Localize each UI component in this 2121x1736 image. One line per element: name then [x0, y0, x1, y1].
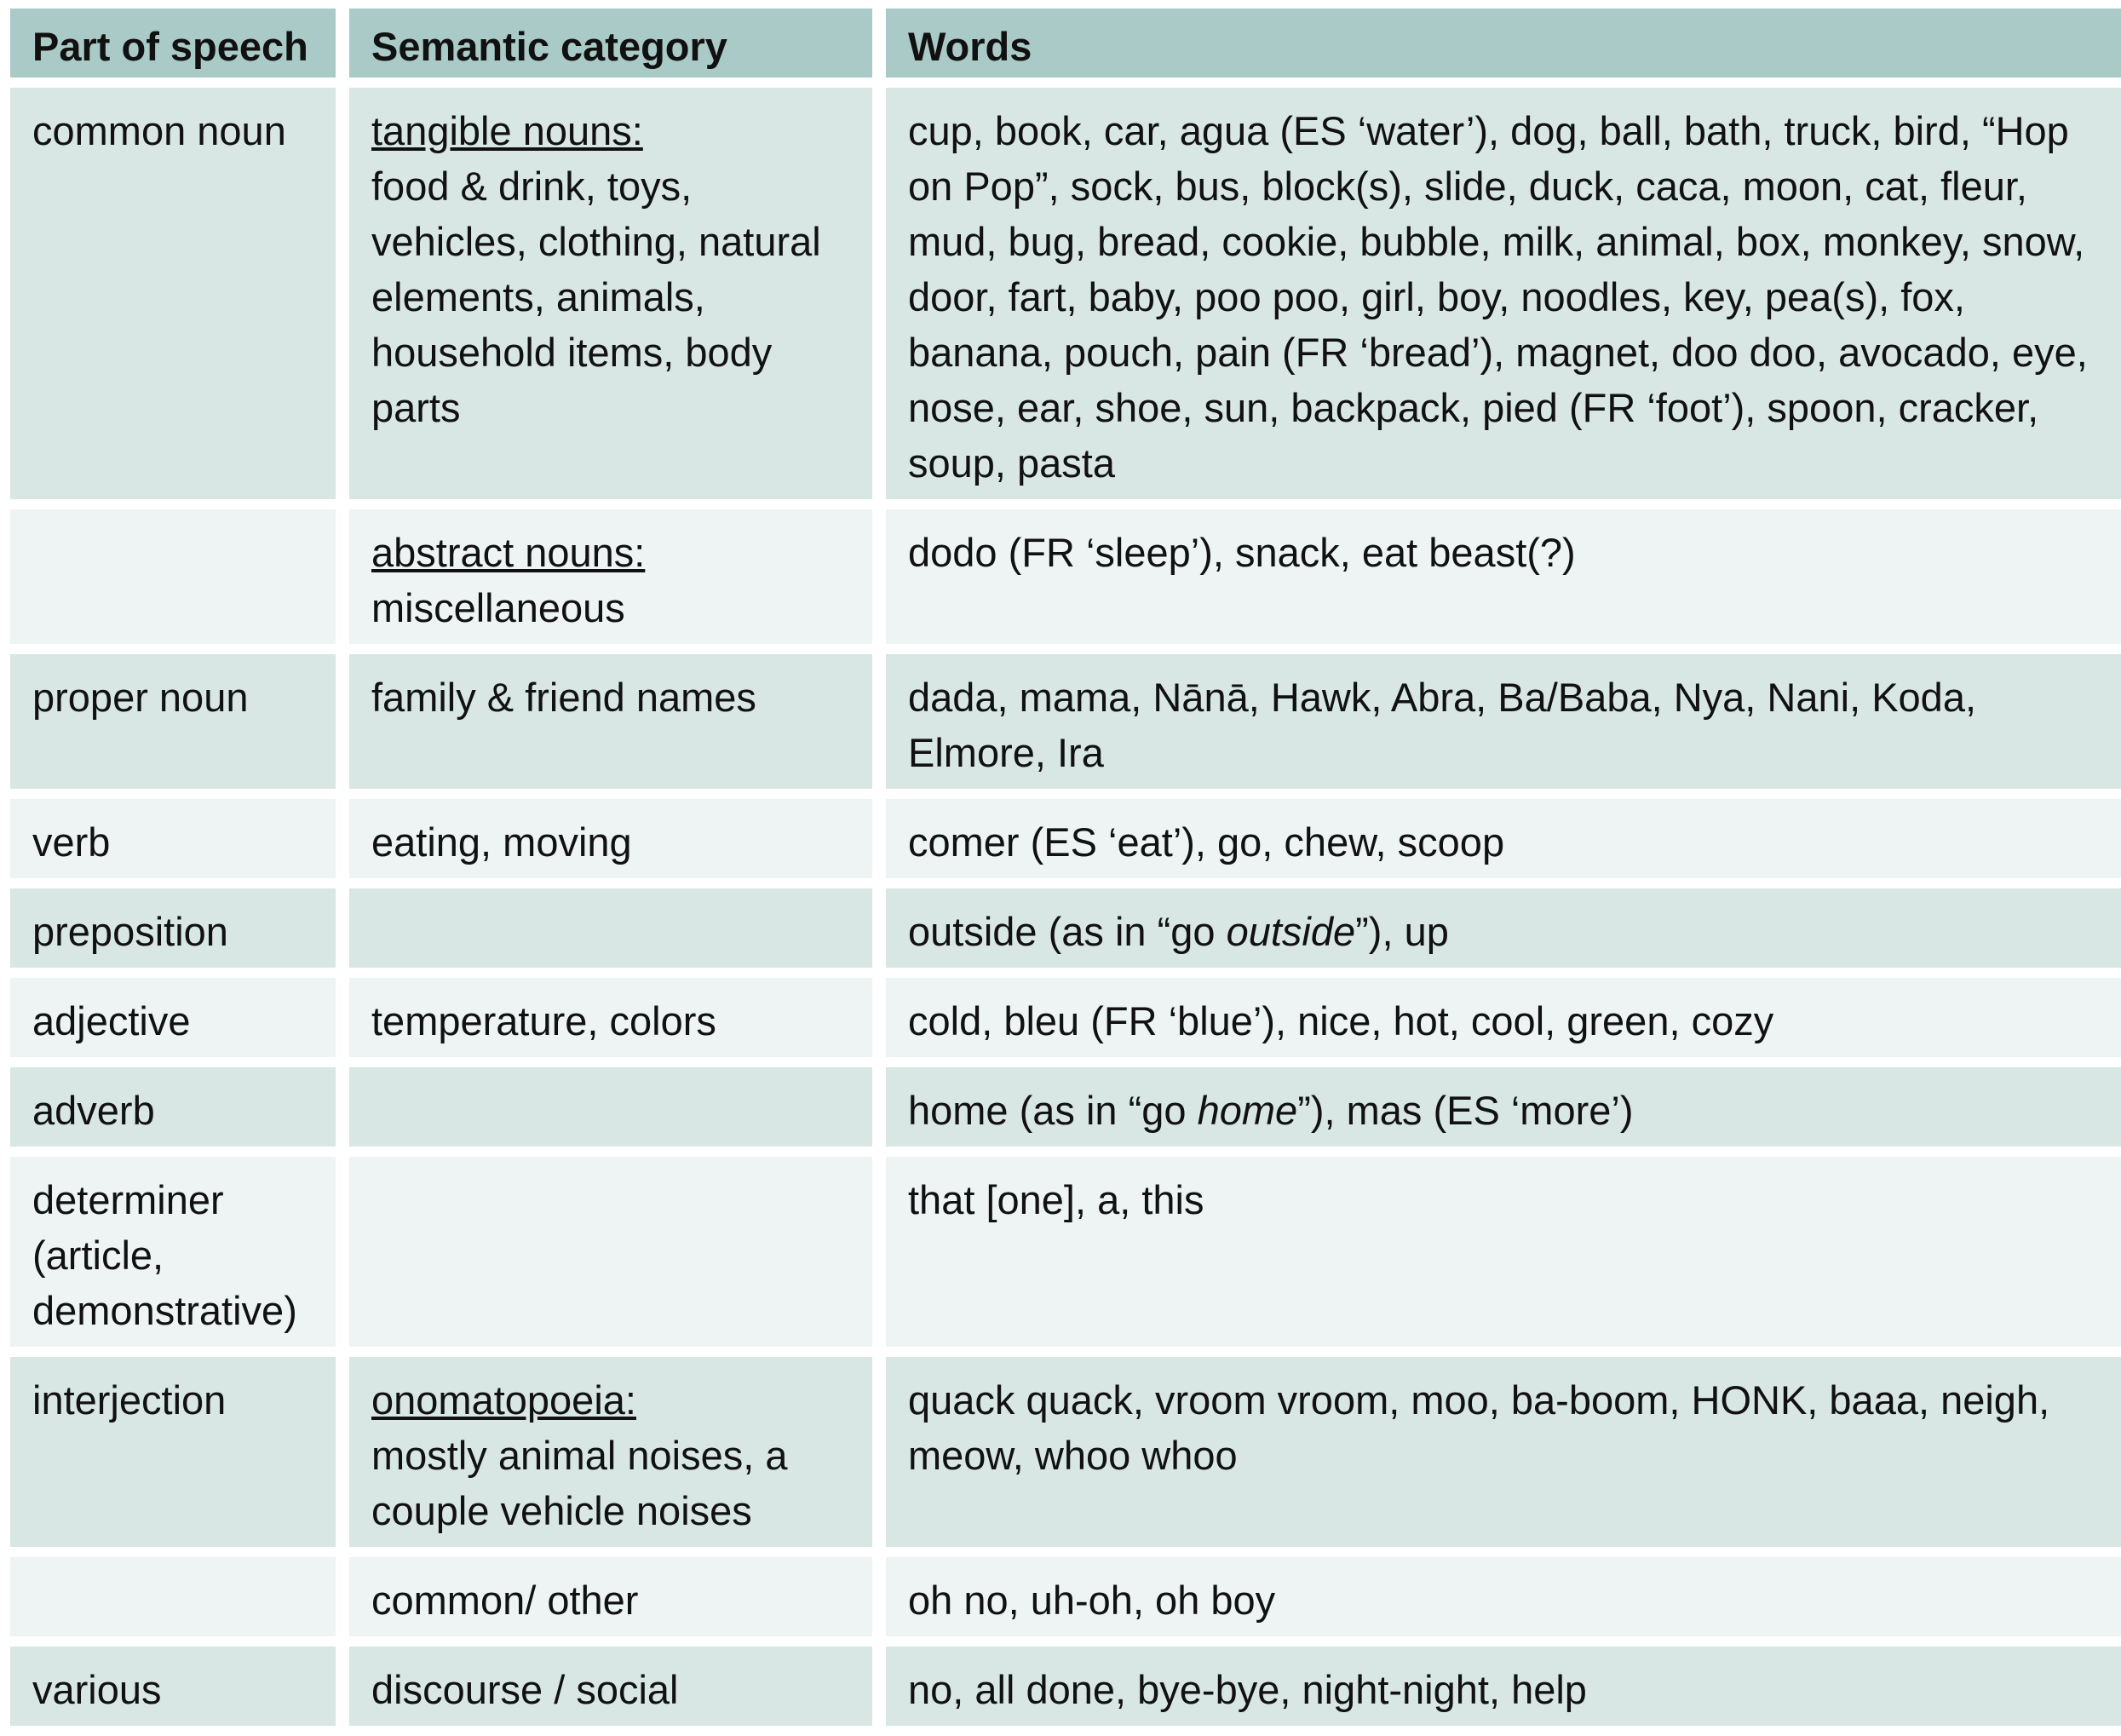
- table-row: [0, 978, 2121, 1067]
- words-emphasis: home: [1197, 1088, 1298, 1133]
- semantic-category-cell: discourse / social: [349, 1647, 886, 1736]
- table-row: [0, 88, 2121, 509]
- category-description: miscellaneous: [371, 585, 625, 630]
- category-heading: tangible nouns:: [371, 108, 643, 153]
- header-words: Words: [886, 0, 2121, 88]
- words-cell: [886, 1067, 2121, 1157]
- part-of-speech-cell: various: [0, 1647, 349, 1736]
- header-semantic-category: Semantic category: [349, 0, 886, 88]
- words-cell: no, all done, bye-bye, night-night, help: [886, 1647, 2121, 1736]
- table-row: [0, 1157, 2121, 1357]
- words-text: home (as in “go: [908, 1088, 1198, 1133]
- table-row: [0, 888, 2121, 978]
- category-description: food & drink, toys, vehicles, clothing, natural elements, animals, household items, body parts: [371, 164, 821, 430]
- part-of-speech-cell: interjection: [0, 1357, 349, 1557]
- category-description: mostly animal noises, a couple vehicle noises: [371, 1433, 788, 1533]
- part-of-speech-cell: adjective: [0, 978, 349, 1067]
- part-of-speech-cell: proper noun: [0, 654, 349, 799]
- semantic-category-cell: [349, 1357, 886, 1557]
- semantic-category-cell: [349, 88, 886, 509]
- table-row: [0, 509, 2121, 654]
- words-text: ”), up: [1355, 909, 1449, 954]
- words-cell: cup, book, car, agua (ES ‘water’), dog, ball, bath, truck, bird, “Hop on Pop”, sock, bus, block(s), slide, duck, caca, moon, cat, fleur, mud, bug, bread, cookie, bubble, milk, animal, box, monkey, snow, door, fart, baby, poo poo, girl, boy, noodles, key, pea(s), fox, banana, pouch, pain (FR ‘bread’), magnet, doo doo, avocado, eye, nose, ear, shoe, sun, backpack, pied (FR ‘foot’), spoon, cracker, soup, pasta: [886, 88, 2121, 509]
- part-of-speech-cell: determiner (article, demonstrative): [0, 1157, 349, 1357]
- table-row: [0, 1557, 2121, 1647]
- semantic-category-cell: eating, moving: [349, 799, 886, 888]
- words-cell: dodo (FR ‘sleep’), snack, eat beast(?): [886, 509, 2121, 654]
- words-cell: that [one], a, this: [886, 1157, 2121, 1357]
- semantic-category-cell: [349, 509, 886, 654]
- semantic-category-cell: [349, 888, 886, 978]
- category-heading: abstract nouns:: [371, 530, 646, 575]
- words-text: outside (as in “go: [908, 909, 1227, 954]
- table-row: [0, 1647, 2121, 1736]
- category-heading: onomatopoeia:: [371, 1377, 636, 1423]
- words-emphasis: outside: [1226, 909, 1356, 954]
- semantic-category-cell: [349, 1157, 886, 1357]
- words-cell: quack quack, vroom vroom, moo, ba-boom, HONK, baaa, neigh, meow, whoo whoo: [886, 1357, 2121, 1557]
- words-text: ”), mas (ES ‘more’): [1297, 1088, 1634, 1133]
- part-of-speech-cell: [0, 1557, 349, 1647]
- words-cell: oh no, uh-oh, oh boy: [886, 1557, 2121, 1647]
- part-of-speech-cell: verb: [0, 799, 349, 888]
- words-cell: cold, bleu (FR ‘blue’), nice, hot, cool, green, cozy: [886, 978, 2121, 1067]
- table-row: [0, 1357, 2121, 1557]
- words-cell: dada, mama, Nānā, Hawk, Abra, Ba/Baba, Nya, Nani, Koda, Elmore, Ira: [886, 654, 2121, 799]
- part-of-speech-cell: preposition: [0, 888, 349, 978]
- semantic-category-cell: common/ other: [349, 1557, 886, 1647]
- part-of-speech-cell: [0, 509, 349, 654]
- semantic-category-cell: temperature, colors: [349, 978, 886, 1067]
- words-cell: [886, 888, 2121, 978]
- header-part-of-speech: Part of speech: [0, 0, 349, 88]
- semantic-category-cell: family & friend names: [349, 654, 886, 799]
- part-of-speech-cell: adverb: [0, 1067, 349, 1157]
- table-row: [0, 799, 2121, 888]
- part-of-speech-cell: common noun: [0, 88, 349, 509]
- words-cell: comer (ES ‘eat’), go, chew, scoop: [886, 799, 2121, 888]
- table-row: [0, 654, 2121, 799]
- semantic-category-cell: [349, 1067, 886, 1157]
- table-row: [0, 1067, 2121, 1157]
- header-row: [0, 0, 2121, 88]
